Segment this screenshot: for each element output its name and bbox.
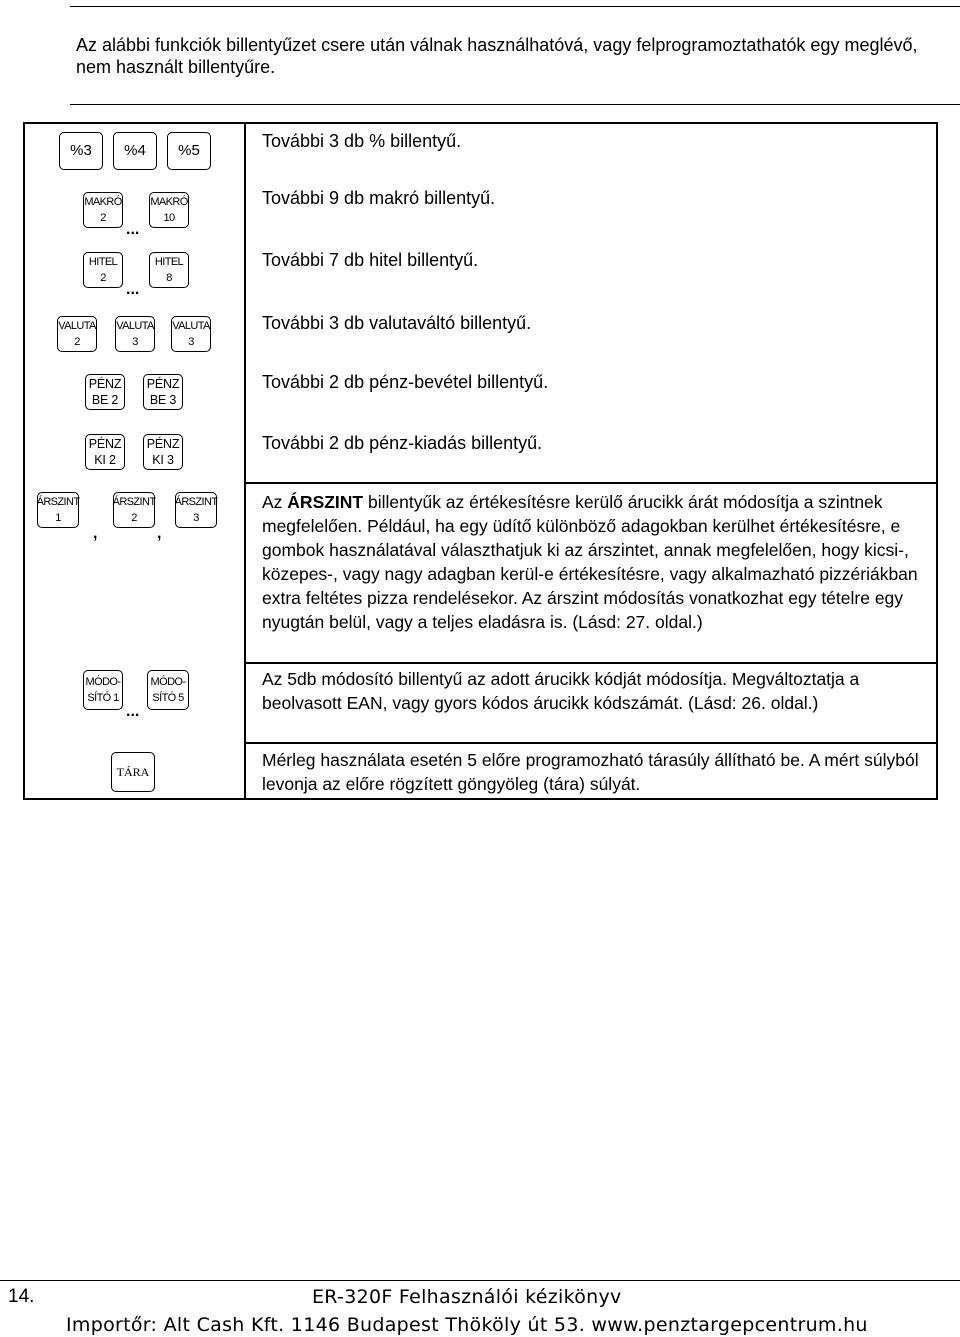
column-divider xyxy=(244,124,246,798)
key-label: TÁRA xyxy=(116,765,150,779)
key-label: %5 xyxy=(178,142,200,159)
function-table xyxy=(23,122,938,800)
row-text-penz-be: További 2 db pénz-bevétel billentyű. xyxy=(262,372,549,392)
key-number: 2 xyxy=(131,512,137,524)
key-label: PÉNZ xyxy=(88,437,122,451)
page-number: 14. xyxy=(8,1286,35,1307)
key-number: SÍTÓ 1 xyxy=(87,692,119,704)
key-pct-4 xyxy=(113,132,157,170)
key-modosito-5 xyxy=(147,670,189,710)
key-number: BE 2 xyxy=(91,393,119,407)
key-number: KI 2 xyxy=(94,453,116,467)
arszint-text-pre: Az xyxy=(262,492,288,512)
key-valuta-3b xyxy=(171,316,211,352)
intro-paragraph: Az alábbi funkciók billentyűzet csere után válnak használhatóvá, vagy felprogramoztathatók egy meglévő, nem használt billentyűre. xyxy=(76,35,918,77)
row-text-pct: További 3 db % billentyű. xyxy=(262,131,462,151)
key-label: HITEL xyxy=(88,256,118,268)
key-label: %4 xyxy=(124,142,146,159)
key-label: MÓDO- xyxy=(85,676,121,688)
key-number: 3 xyxy=(132,336,138,348)
key-hitel-8 xyxy=(149,252,189,288)
key-number: 1 xyxy=(55,512,61,524)
row-text-arszint xyxy=(262,490,922,634)
key-label: PÉNZ xyxy=(146,377,180,391)
key-penz-be-2 xyxy=(85,374,125,410)
row-text-hitel: További 7 db hitel billentyű. xyxy=(262,250,479,270)
key-label: %3 xyxy=(70,142,92,159)
key-number: KI 3 xyxy=(152,453,174,467)
key-label: MÓDO- xyxy=(150,676,186,688)
key-number: SÍTÓ 5 xyxy=(152,692,184,704)
key-number: 8 xyxy=(166,272,172,284)
key-penz-ki-3 xyxy=(143,434,183,470)
key-label: ÁRSZINT xyxy=(112,496,156,508)
key-arszint-2 xyxy=(113,492,155,528)
key-label: ÁRSZINT xyxy=(36,496,80,508)
key-number: 3 xyxy=(193,512,199,524)
row-text-valuta: További 3 db valutaváltó billentyű. xyxy=(262,313,532,333)
comma: , xyxy=(93,525,98,542)
key-number: 3 xyxy=(188,336,194,348)
key-arszint-1 xyxy=(37,492,79,528)
key-label: ÁRSZINT xyxy=(174,496,218,508)
key-label: MAKRÓ xyxy=(84,196,122,208)
key-pct-5 xyxy=(167,132,211,170)
key-number: 2 xyxy=(100,272,106,284)
key-makro-2 xyxy=(83,192,123,228)
key-label: VALUTA xyxy=(116,320,154,332)
key-label: VALUTA xyxy=(172,320,210,332)
ellipsis: ... xyxy=(126,221,140,238)
key-hitel-2 xyxy=(83,252,123,288)
key-label: MAKRÓ xyxy=(150,196,188,208)
footer-rule xyxy=(0,1280,960,1281)
key-label: PÉNZ xyxy=(88,377,122,391)
row-text-penz-ki: További 2 db pénz-kiadás billentyű. xyxy=(262,433,543,453)
arszint-text-bold: ÁRSZINT xyxy=(287,492,364,512)
key-tara xyxy=(111,752,155,792)
key-number: 10 xyxy=(163,212,175,224)
arszint-text-post: billentyűk az értékesítésre kerülő árucikk árát módosítja a szintnek megfelelően. Például, ha egy üdítő különböző adagokban kerülhet értékesítésre, e gombok használatával választhatjuk ki az árszintet, annak megfelelően, hogy kicsi-, közepes-, vagy nagy adagban kerül-e értékesítésre, vagy alkalmazható pizzériákban extra feltétes pizza rendelésekor. Az árszint módosítás vonatkozhat egy tételre egy nyugtán belül, vagy a teljes eladásra is. (Lásd: 27. oldal.) xyxy=(262,492,918,632)
key-penz-ki-2 xyxy=(85,434,125,470)
key-label: PÉNZ xyxy=(146,437,180,451)
document-title: ER-320F Felhasználói kézikönyv xyxy=(312,1286,622,1308)
ellipsis: ... xyxy=(126,281,140,298)
key-valuta-3a xyxy=(115,316,155,352)
row-divider xyxy=(244,662,936,664)
key-number: 2 xyxy=(100,212,106,224)
key-valuta-2 xyxy=(57,316,97,352)
row-text-tara: Mérleg használata esetén 5 előre programozható tárasúly állítható be. A mért súlyból levonja az előre rögzített göngyöleg (tára) súlyát. xyxy=(262,750,919,794)
row-text-modosito: Az 5db módosító billentyű az adott árucikk kódját módosítja. Megváltoztatja a beolvasott EAN, vagy gyors kódos árucikk kódszámát. (Lásd: 26. oldal.) xyxy=(262,669,860,713)
intro-rule xyxy=(70,104,960,105)
key-label: VALUTA xyxy=(58,320,96,332)
key-modosito-1 xyxy=(83,670,123,710)
top-rule xyxy=(70,6,960,7)
row-text-makro: További 9 db makró billentyű. xyxy=(262,188,496,208)
key-label: HITEL xyxy=(154,256,184,268)
ellipsis: ... xyxy=(126,703,140,720)
key-pct-3 xyxy=(59,132,103,170)
key-number: BE 3 xyxy=(149,393,177,407)
row-divider xyxy=(244,742,936,744)
key-number: 2 xyxy=(74,336,80,348)
key-arszint-3 xyxy=(175,492,217,528)
key-penz-be-3 xyxy=(143,374,183,410)
key-makro-10 xyxy=(149,192,189,228)
row-divider xyxy=(244,482,936,484)
importer-line: Importőr: Alt Cash Kft. 1146 Budapest Thököly út 53. www.penztargepcentrum.hu xyxy=(66,1314,868,1336)
comma: , xyxy=(157,525,162,542)
